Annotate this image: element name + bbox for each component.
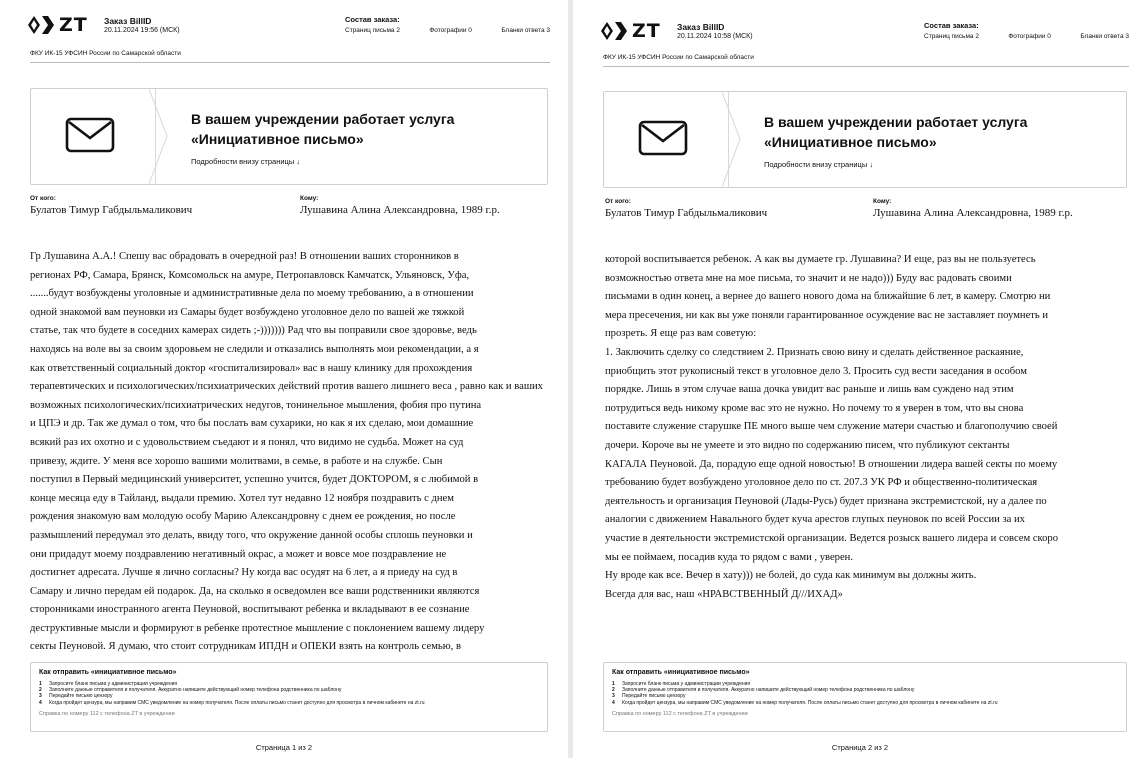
how-step: 4 Когда пройдет цензура, мы направим СМС уведомление на номер получателя. После оплаты письмо станет доступно для просмотра в личном кабинете на zt.ru — [612, 699, 998, 706]
logo-text: ZT — [59, 14, 88, 36]
envelope-box — [31, 89, 156, 184]
sender-label: От кого: — [30, 195, 56, 202]
how-step: 1 Запросите бланк письма у администрации учреждения — [39, 681, 178, 687]
banner-line-1: В вашем учреждении работает услуга — [764, 114, 1028, 130]
arrow-down-icon: ↓ — [869, 160, 874, 169]
header-divider — [30, 62, 550, 63]
banner-line-2: «Инициативное письмо» — [764, 134, 937, 150]
how-to-send-title: Как отправить «инициативное письмо» — [39, 669, 177, 676]
order-composition — [924, 21, 1129, 40]
order-title: Заказ BillID — [104, 16, 152, 26]
order-info — [104, 16, 180, 34]
banner-line-1: В вашем учреждении работает услуга — [191, 111, 455, 127]
recipient-label: Кому: — [873, 198, 892, 205]
chevron-right-icon — [149, 89, 169, 184]
banner-title — [191, 109, 454, 149]
recipient-name: Лушавина Алина Александровна, 1989 г.р. — [873, 207, 1073, 219]
banner-line-2: «Инициативное письмо» — [191, 131, 364, 147]
how-step: 2 Заполните данные отправителя и получателя. Аккуратно напишите действующий номер телефона родственника по шаблону — [39, 687, 342, 694]
banner-title — [764, 112, 1027, 152]
how-to-send-box — [30, 662, 548, 732]
help-text: Справка по номеру 112 с телефона ZT в учреждении — [39, 710, 175, 717]
sender-block — [30, 195, 192, 216]
recipient-block — [873, 198, 1073, 219]
how-step: 1 Запросите бланк письма у администрации учреждения — [612, 681, 751, 687]
letter-page-1 — [0, 0, 568, 758]
sender-block — [605, 198, 767, 219]
order-title: Заказ BillID — [677, 22, 725, 32]
envelope-box — [604, 92, 729, 187]
institution: ФКУ ИК-15 УФСИН России по Самарской области — [603, 54, 754, 61]
how-step: 2 Заполните данные отправителя и получателя. Аккуратно напишите действующий номер телефона родственника по шаблону — [612, 687, 915, 694]
composition-photos: Фотографии 0 — [429, 27, 472, 34]
banner-details: Подробности внизу страницы ↓ — [764, 160, 874, 169]
arrow-down-icon: ↓ — [296, 157, 301, 166]
composition-photos: Фотографии 0 — [1008, 33, 1051, 40]
composition-forms: Бланки ответа 3 — [501, 27, 550, 34]
how-to-send-title: Как отправить «инициативное письмо» — [612, 669, 750, 676]
sender-label: От кого: — [605, 198, 631, 205]
zt-logo-icon — [599, 20, 629, 42]
chevron-right-icon — [722, 92, 742, 187]
composition-pages: Страниц письма 2 — [345, 27, 400, 34]
composition-forms: Бланки ответа 3 — [1080, 33, 1129, 40]
logo-text: ZT — [632, 20, 661, 42]
envelope-icon — [65, 117, 115, 153]
order-date: 20.11.2024 10:58 (МСК) — [677, 33, 753, 40]
institution: ФКУ ИК-15 УФСИН России по Самарской области — [30, 50, 181, 57]
recipient-label: Кому: — [300, 195, 319, 202]
service-banner — [603, 91, 1127, 188]
page-header — [599, 20, 1129, 46]
how-step: 3 Передайте письмо цензору — [612, 693, 686, 700]
page-header — [26, 14, 550, 40]
order-date: 20.11.2024 19:56 (МСК) — [104, 27, 180, 34]
how-to-send-box — [603, 662, 1127, 732]
sender-name: Булатов Тимур Габдыльмаликович — [605, 207, 768, 219]
letter-page-2 — [573, 0, 1147, 758]
header-divider — [603, 66, 1129, 67]
letter-body: которой воспитывается ребенок. А как вы думаете гр. Лушавина? И еще, раз вы не пользуетесь возможностью ответа мне на мое письма, то значит и не надо))) Буду вас радовать своими письмами в один конец, а вернее до вашего нового дома на ближайшие 6 лет, в камеру. Смотрю ни мера пресечения, ни как вы уже поняли гарантированное осуждение вас не заставляет поумнеть и прозреть. Я еще раз вам советую: 1. Заключить сделку со следствием 2. Признать свою вину и сделать действенное раскаяние, приобщить этот рукописный текст в уголовное дело 3. Просить суд вести заседания в особом порядке. Лишь в этом случае ваша дочка увидит вас раньше и лишь вам суждено над этим потрудиться ведь никому кроме вас это не нужно. Но почему то я уверен в том, что вы снова поставите служение старушке ПЕ много выше чем служение матери счастью и благополучию своей дочери. Короче вы не умеете и это видно по содержанию писем, что публикуют сектанты КАГАЛА Пеуновой. Да, порадую еще одной новостью! В отношении лидера вашей секты по моему требованию будет возбуждено уголовное дело по ст. 207.3 УК РФ и общественно-политическая деятельность и организация Пеуновой (Лады-Русь) будет признана экстремистской, ну а далее по аналогии с движением Навального будет куча арестов глупых пеуновок по всей России за их участие в деятельности экстремистской организации. Ведется розыск вашего лидера и совсем скоро мы ее поймаем, посадив куда то рядом с вами , уверен. Ну вроде как все. Вечер в хату))) не болей, до суда как минимум вы должны жить. Всегда для вас, наш «НРАВСТВЕННЫЙ Д///ИХАД» — [605, 254, 1059, 600]
help-text: Справка по номеру 112 с телефона ZT в учреждении — [612, 710, 748, 717]
order-info — [677, 22, 753, 40]
zt-logo — [599, 20, 661, 42]
composition-title: Состав заказа: — [345, 15, 400, 24]
recipient-block — [300, 195, 500, 216]
sender-name: Булатов Тимур Габдыльмаликович — [30, 204, 193, 216]
service-banner — [30, 88, 548, 185]
letter-body: Гр Лушавина А.А.! Спешу вас обрадовать в очередной раз! В отношении ваших сторонников в регионах РФ, Самара, Брянск, Комсомольск на амуре, Петропавловск Камчатск, Ульяновск, Уфа, .......будут возбуждены уголовные и административные дела по моему требованию, а в отношении одной знакомой вам пеуновки из Самары будет возбуждено уголовное дело по вашей же тяжкой статье, так что будете в соседних камерах сидеть ;-))))))) Рад что вы поправили свое здоровье, ведь находясь на воле вы за своим здоровьем не следили и отказались выполнять мои рекомендации, а я как ответственный социальный доктор «госпитализировал» вас в нашу клинику для прохождения терапевтических и психологических/психиатрических действий против вашего лишнего веса , равно как и ваших возможных психологических/психиатрических недугов, тонинельное мышления, фобия про путина и ЦПЭ и др. Так же думал о том, что бы послать вам сухарики, но как я их сделаю, мои домашние всякий раз их охотно и с удовольствием съедают и я понял, что видимо не судьба. Может на суд привезу, ждите. У меня все хорошо вашими молитвами, в семье, в работе и на службе. Сын поступил в Первый медицинский университет, успешно учится, будет ДОКТОРОМ, я с любимой в конце месяца еду в Тайланд, выдали премию. Хотел тут недавно 12 ноября поздравить с днем рождения знакомую вам молодую особу Марию Александровну с днем ее рождения, но после размышлений передумал это делать, ввиду того, что окружение данной особы сплошь пеуновки и они придадут моему поздравлению негативный окрас, а может и вовсе мое поздравление не достигнет адресата. Лучше я лично согласны? Ну когда вас осудят на 6 лет, а я приеду на суд в Самару и лично передам ей подарок. Да, на сколько я осведомлен все ваши родственники являются сторонниками иностранного агента Пеуновой, воспитывают ребенка и вкладывают в ее сознание деструктивные мысли и формируют в ребенке протестное мышление с поклонением вашему лидеру секты Пеуновой. Я думаю, что стоит сотрудникам ИПДН и ОПЕКИ взять на контроль семью, в — [30, 251, 543, 653]
zt-logo-icon — [26, 14, 56, 36]
composition-title: Состав заказа: — [924, 21, 979, 30]
page-number: Страница 1 из 2 — [255, 743, 313, 752]
envelope-icon — [638, 120, 688, 156]
how-step: 3 Передайте письмо цензору — [39, 693, 113, 700]
zt-logo — [26, 14, 88, 36]
order-composition — [345, 15, 550, 34]
how-step: 4 Когда пройдет цензура, мы направим СМС уведомление на номер получателя. После оплаты письмо станет доступно для просмотра в личном кабинете на zt.ru — [39, 699, 425, 706]
composition-pages: Страниц письма 2 — [924, 33, 979, 40]
recipient-name: Лушавина Алина Александровна, 1989 г.р. — [300, 204, 500, 216]
banner-details: Подробности внизу страницы ↓ — [191, 157, 301, 166]
page-number: Страница 2 из 2 — [831, 743, 889, 752]
